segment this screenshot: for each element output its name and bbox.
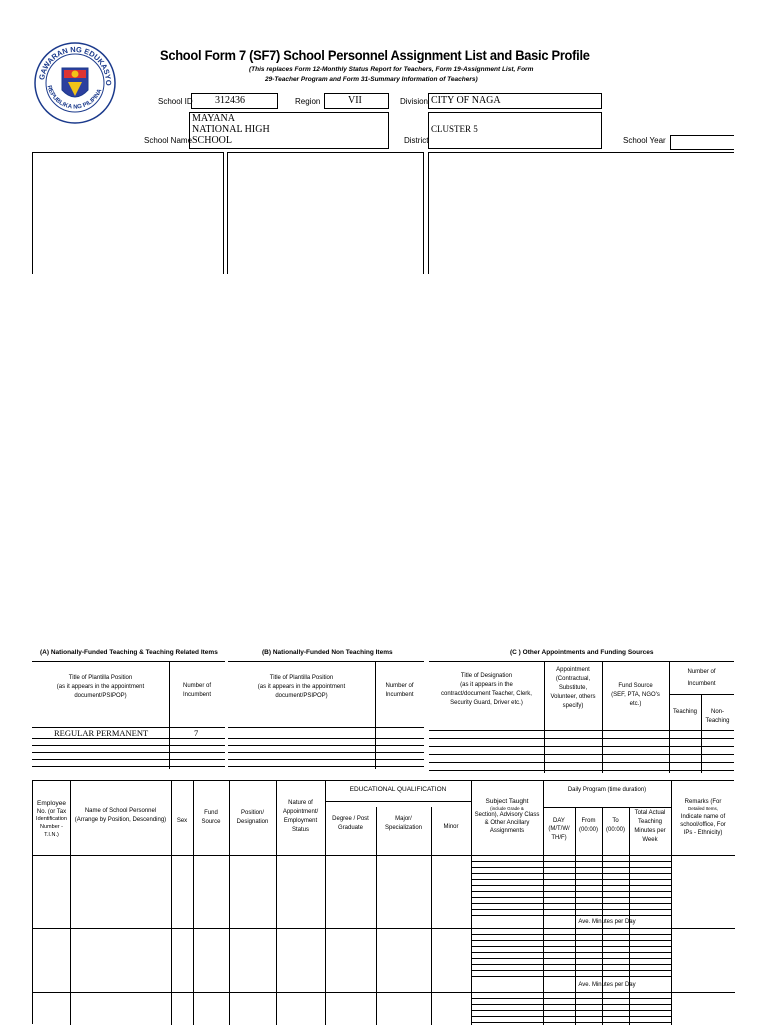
from-header-1: From — [581, 818, 596, 824]
remarks-header-5: IPs - Ethnicity) — [683, 830, 723, 837]
school-name-line-2: NATIONAL HIGH — [192, 124, 270, 135]
ave-minutes-label-2: Ave. Minutes per Day — [578, 982, 636, 988]
subject-header-4: & Other Ancillary — [484, 820, 530, 827]
total-header-3: Minutes per — [634, 828, 666, 834]
b-plantilla-note-1: (as it appears in the appointment — [257, 684, 346, 690]
panel-b-frame — [227, 152, 424, 274]
total-header-4: Week — [642, 837, 658, 843]
minor-header: Minor — [443, 824, 459, 830]
emp-no-header-4: Number - — [40, 824, 63, 831]
day-header-3: TH/F) — [551, 834, 567, 841]
subject-header-1: Subject Taught — [485, 798, 529, 805]
personnel-table — [32, 780, 734, 1024]
school-name-line-3: SCHOOL — [192, 135, 233, 146]
c-appointment-1: Appointment — [556, 667, 590, 673]
remarks-header-1: Remarks (For — [684, 799, 722, 805]
summary-c-table — [429, 661, 734, 773]
edu-qual-header: EDUCATIONAL QUALIFICATION — [349, 786, 447, 793]
name-header-2: (Arrange by Position, Descending) — [74, 817, 167, 823]
nature-header-2: Appointment/ — [282, 809, 319, 815]
form-subtitle-line-2: 29-Teacher Program and Form 31-Summary Information of Teachers) — [265, 76, 478, 83]
remarks-header-3: Indicate name of — [680, 813, 726, 820]
svg-text:KAGAWARAN NG EDUKASYON: GAWARAN NG EDUKASYO — [37, 44, 114, 86]
section-c-title: (C ) Other Appointments and Funding Sources — [510, 649, 654, 656]
c-non-teaching-1: Non- — [710, 709, 724, 715]
fund-header-1: Fund — [204, 810, 218, 816]
form-title: School Form 7 (SF7) School Personnel Assignment List and Basic Profile — [160, 47, 590, 63]
position-header-1: Position/ — [240, 810, 264, 816]
nature-header-1: Nature of — [288, 800, 313, 806]
sex-header: Sex — [176, 818, 188, 824]
school-name-label: School Name — [144, 136, 193, 145]
c-fund-source-3: etc.) — [629, 701, 642, 707]
c-designation-4: Security Guard, Driver etc.) — [450, 700, 523, 706]
panel-a-frame — [32, 152, 224, 274]
degree-header-1: Degree / Post — [332, 816, 369, 822]
nature-header-4: Status — [291, 827, 309, 833]
summary-b-table — [228, 661, 424, 769]
a-num-incumbent-1: Number of — [182, 683, 211, 689]
c-designation-2: (as it appears in the — [460, 682, 513, 688]
c-designation-1: Title of Designation — [460, 673, 513, 679]
school-name-field[interactable] — [189, 112, 389, 149]
b-plantilla-title: Title of Plantilla Position — [269, 675, 334, 681]
school-id-value: 312436 — [215, 95, 245, 106]
a-num-incumbent-2: Incumbent — [182, 692, 212, 698]
emp-no-header-5: T.I.N.) — [44, 831, 59, 838]
total-header-1: Total Actual — [634, 810, 666, 816]
svg-text:REPUBLIKA NG PILIPINAS: REPUBLIKA NG PILIPINA — [45, 84, 104, 111]
subject-header-5: Assignments — [489, 827, 525, 834]
c-appointment-4: Volunteer, others — [550, 694, 596, 700]
c-designation-3: contract/document Teacher, Clerk, — [441, 691, 532, 697]
division-value: CITY OF NAGA — [431, 95, 501, 106]
emp-no-header-3: Identification — [36, 816, 67, 823]
day-header-1: DAY — [553, 818, 565, 824]
emp-no-header-2: No. (or Tax — [36, 809, 67, 816]
form-subtitle-line-1: (This replaces Form 12-Monthly Status Report for Teachers, Form 19-Assignment List, Form — [249, 66, 534, 73]
division-label: Division — [400, 97, 429, 106]
to-header-2: (00:00) — [605, 827, 625, 833]
school-id-field[interactable] — [191, 93, 278, 109]
c-num-incumbent-1: Number of — [687, 669, 716, 675]
nature-header-3: Employment — [283, 818, 318, 824]
subject-header-2: (include Grade & — [490, 806, 524, 812]
a-plantilla-title: Title of Plantilla Position — [68, 675, 133, 681]
c-num-incumbent-2: Incumbent — [687, 681, 716, 687]
position-header-2: Designation — [236, 819, 269, 825]
school-year-label: School Year — [623, 136, 666, 145]
daily-program-header: Daily Program (time duration) — [567, 787, 647, 793]
c-appointment-3: Substitute, — [558, 685, 588, 691]
district-field[interactable] — [428, 112, 602, 149]
a-plantilla-note-1: (as it appears in the appointment — [56, 684, 145, 690]
a-row1-count: 7 — [194, 728, 199, 738]
region-label: Region — [295, 97, 321, 106]
major-header-2: Specialization — [384, 825, 423, 831]
c-appointment-2: (Contractual, — [555, 676, 591, 682]
region-value: VII — [348, 95, 362, 106]
b-num-incumbent-2: Incumbent — [385, 692, 414, 698]
section-a-title: (A) Nationally-Funded Teaching & Teaching Related Items — [40, 649, 218, 656]
a-plantilla-note-2: document/PSIPOP) — [74, 693, 127, 699]
total-header-2: Teaching — [637, 819, 663, 825]
c-appointment-5: specify) — [562, 703, 584, 709]
region-field[interactable] — [324, 93, 389, 109]
c-non-teaching-2: Teaching — [705, 718, 730, 724]
remarks-header-2: Detailed Items, — [687, 806, 718, 812]
from-header-2: (00:00) — [578, 827, 598, 833]
school-id-label: School ID — [158, 97, 193, 106]
subject-header-3: Section), Advisory Class — [474, 812, 540, 819]
division-field[interactable] — [428, 93, 602, 109]
to-header-1: To — [612, 818, 619, 824]
emp-no-header-1: Employee — [37, 800, 66, 807]
day-header-2: (M/T/W/ — [548, 826, 570, 833]
district-label: District — [404, 136, 429, 145]
school-name-line-1: MAYANA — [192, 113, 235, 124]
c-fund-source-2: (SEF, PTA, NGO's — [611, 692, 660, 698]
b-num-incumbent-1: Number of — [385, 683, 414, 689]
district-value: CLUSTER 5 — [431, 124, 478, 134]
c-fund-source-1: Fund Source — [618, 683, 653, 689]
c-teaching: Teaching — [672, 709, 698, 715]
deped-seal — [34, 42, 116, 124]
ave-minutes-label-1: Ave. Minutes per Day — [578, 919, 636, 925]
remarks-header-4: school/office, For — [680, 822, 726, 829]
summary-a-table — [32, 661, 225, 769]
name-header-1: Name of School Personnel — [84, 808, 157, 814]
section-b-title: (B) Nationally-Funded Non Teaching Items — [262, 649, 393, 656]
degree-header-2: Graduate — [337, 825, 364, 831]
panel-c-frame — [428, 152, 734, 274]
fund-header-2: Source — [201, 819, 221, 825]
b-plantilla-note-2: document/PSIPOP) — [275, 693, 328, 699]
a-row1-position: REGULAR PERMANENT — [54, 728, 149, 738]
school-year-field[interactable] — [670, 135, 734, 150]
major-header-1: Major/ — [395, 816, 412, 822]
